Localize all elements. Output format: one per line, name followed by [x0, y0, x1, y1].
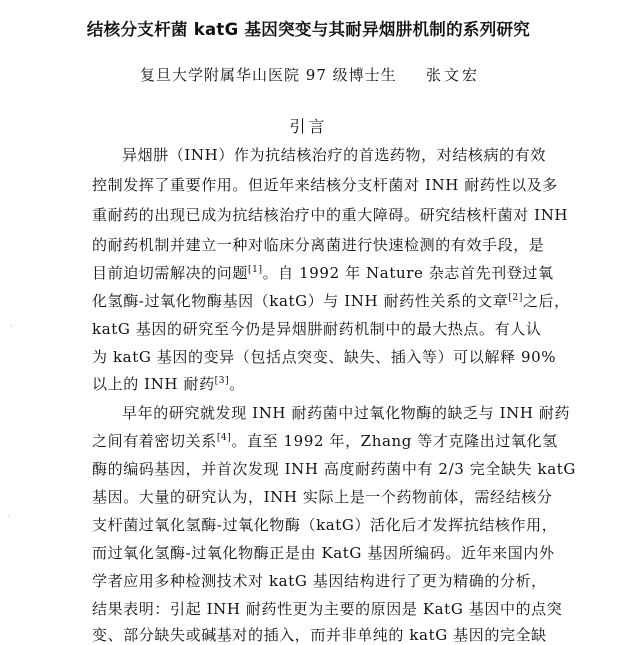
paragraph-1-line-1: 异烟肼（INH）作为抗结核治疗的首选药物，对结核病的有效 [122, 146, 546, 164]
line-text: 之间有着密切关系 [92, 432, 217, 450]
paragraph-1-line-3: 重耐药的出现已成为抗结核治疗中的重大障碍。研究结核杆菌对 INH [92, 206, 569, 224]
paragraph-1-line-7: katG 基因的研究至今仍是异烟肼耐药机制中的最大热点。有人认 [92, 320, 542, 338]
line-text: 目前迫切需解决的问题 [92, 264, 249, 282]
paragraph-1-line-2: 控制发挥了重要作用。但近年来结核分支杆菌对 INH 耐药性以及多 [92, 176, 558, 194]
paragraph-2-line-8: 结果表明：引起 INH 耐药性更为主要的原因是 KatG 基因中的点突 [92, 600, 563, 618]
paragraph-2-line-1: 早年的研究就发现 INH 耐药菌中过氧化物酶的缺乏与 INH 耐药 [122, 404, 571, 422]
paragraph-1-line-8: 为 katG 基因的变异（包括点突变、缺失、插入等）可以解释 90% [92, 348, 557, 366]
scan-speck: · [8, 512, 11, 521]
paragraph-2-line-5: 支杆菌过氧化氢酶-过氧化物酶（katG）活化后才发挥抗结核作用， [92, 516, 558, 534]
author-affiliation: 复旦大学附属华山医院 97 级博士生 [140, 66, 397, 84]
paragraph-1-line-4: 的耐药机制并建立一种对临床分离菌进行快速检测的有效手段，是 [92, 236, 545, 254]
paragraph-1-line-9 [92, 373, 245, 394]
citation-1: [1] [248, 265, 263, 275]
paragraph-1-line-5 [92, 262, 554, 283]
citation-3: [3] [214, 376, 230, 386]
section-heading: 引言 [289, 117, 328, 136]
citation-2: [2] [508, 293, 523, 303]
paragraph-2-line-9: 变、部分缺失或碱基对的插入，而并非单纯的 katG 基因的完全缺 [92, 626, 547, 644]
line-text: 化氢酶-过氧化物酶基因（katG）与 INH 耐药性关系的文章 [92, 292, 509, 310]
line-text: 。 [229, 375, 245, 393]
line-text: 。直至 1992 年，Zhang 等才克隆出过氧化氢 [231, 432, 558, 450]
line-text: 以上的 INH 耐药 [92, 375, 215, 393]
paragraph-1-line-6 [92, 290, 570, 311]
paragraph-2-line-7: 学者应用多种检测技术对 katG 基因结构进行了更为精确的分析， [92, 572, 547, 590]
line-text: 之后， [522, 292, 570, 310]
paper-title: 结核分支杆菌 katG 基因突变与其耐异烟肼机制的系列研究 [86, 20, 531, 39]
author-name: 张文宏 [426, 66, 481, 84]
scan-speck: · [10, 322, 13, 331]
citation-4: [4] [216, 433, 232, 443]
paragraph-2-line-6: 而过氧化氢酶-过氧化物酶正是由 KatG 基因所编码。近年来国内外 [92, 544, 555, 562]
paragraph-2-line-3: 酶的编码基因，并首次发现 INH 高度耐药菌中有 2/3 完全缺失 katG [92, 460, 576, 478]
paragraph-2-line-4: 基因。大量的研究认为，INH 实际上是一个药物前体，需经结核分 [92, 488, 553, 506]
line-text: 。自 1992 年 Nature 杂志首先刊登过氧 [262, 264, 554, 282]
paragraph-2-line-2 [92, 430, 558, 451]
